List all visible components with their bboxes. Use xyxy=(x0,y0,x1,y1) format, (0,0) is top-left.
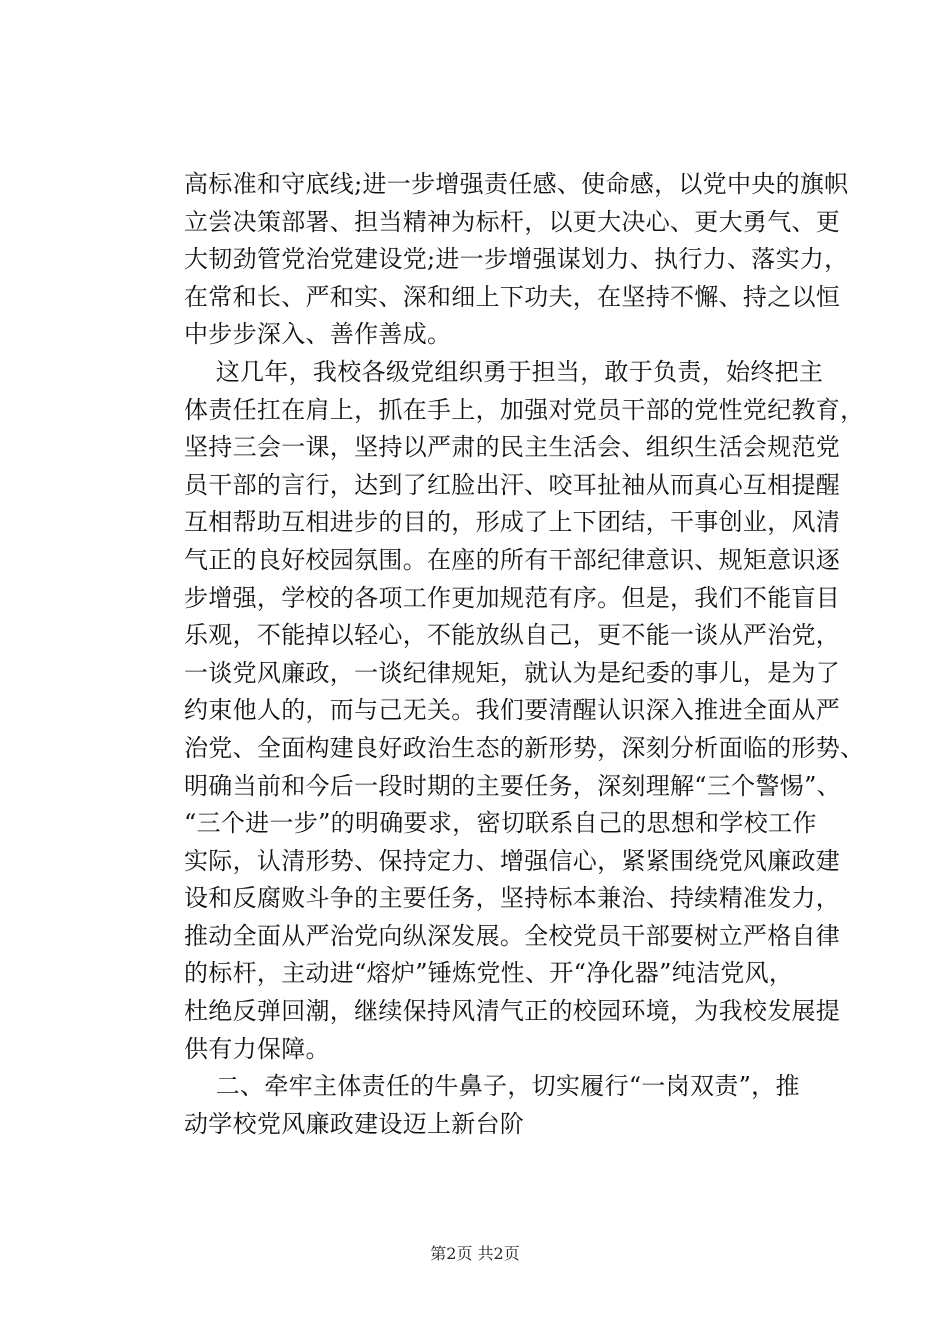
text-line: 一谈党风廉政，一谈纪律规矩，就认为是纪委的事儿，是为了 xyxy=(184,658,841,687)
text-line: 实际，认清形势、保持定力、增强信心，紧紧围绕党风廉政建 xyxy=(184,846,841,875)
text-line: 员干部的言行，达到了红脸出汗、咬耳扯袖从而真心互相提醒 xyxy=(184,470,841,499)
text-line: 治党、全面构建良好政治生态的新形势，深刻分析面临的形势、 xyxy=(184,733,865,762)
text-line: 气正的良好校园氛围。在座的所有干部纪律意识、规矩意识逐 xyxy=(184,545,841,574)
text-line: 坚持三会一课，坚持以严肃的民主生活会、组织生活会规范党 xyxy=(184,433,841,462)
text-line: 这几年，我校各级党组织勇于担当，敢于负责，始终把主 xyxy=(184,357,824,386)
text-line: 中步步深入、善作善成。 xyxy=(184,320,452,349)
text-line: 的标杆，主动进“熔炉”锤炼党性、开“净化器”纯洁党风， xyxy=(184,959,794,988)
text-line: 大韧劲管党治党建设党;进一步增强谋划力、执行力、落实力， xyxy=(184,245,849,274)
text-line: 互相帮助互相进步的目的，形成了上下团结，干事创业，风清 xyxy=(184,508,841,537)
page-number: 第2页 共2页 xyxy=(430,1244,520,1263)
text-line: 设和反腐败斗争的主要任务，坚持标本兼治、持续精准发力， xyxy=(184,884,841,913)
text-line: “三个进一步”的明确要求，密切联系自己的思想和学校工作 xyxy=(184,809,817,838)
text-line: 约束他人的，而与己无关。我们要清醒认识深入推进全面从严 xyxy=(184,696,841,725)
text-line: 立尝决策部署、担当精神为标杆，以更大决心、更大勇气、更 xyxy=(184,207,841,236)
text-line: 二、牵牢主体责任的牛鼻子，切实履行“一岗双责”，推 xyxy=(184,1072,800,1101)
text-line: 体责任扛在肩上，抓在手上，加强对党员干部的党性党纪教育， xyxy=(184,395,865,424)
text-line: 推动全面从严治党向纵深发展。全校党员干部要树立严格自律 xyxy=(184,921,841,950)
body-text xyxy=(184,166,865,1143)
text-line: 在常和长、严和实、深和细上下功夫，在坚持不懈、持之以恒 xyxy=(184,282,841,311)
text-line: 步增强，学校的各项工作更加规范有序。但是，我们不能盲目 xyxy=(184,583,841,612)
text-line: 动学校党风廉政建设迈上新台阶 xyxy=(184,1109,525,1138)
text-line: 乐观，不能掉以轻心，不能放纵自己，更不能一谈从严治党， xyxy=(184,621,841,650)
text-line: 杜绝反弹回潮，继续保持风清气正的校园环境，为我校发展提 xyxy=(184,997,841,1026)
text-line: 明确当前和今后一段时期的主要任务，深刻理解“三个警惕”、 xyxy=(184,771,841,800)
text-line: 高标准和守底线;进一步增强责任感、使命感，以党中央的旗帜 xyxy=(184,170,849,198)
text-line: 供有力保障。 xyxy=(184,1034,330,1063)
